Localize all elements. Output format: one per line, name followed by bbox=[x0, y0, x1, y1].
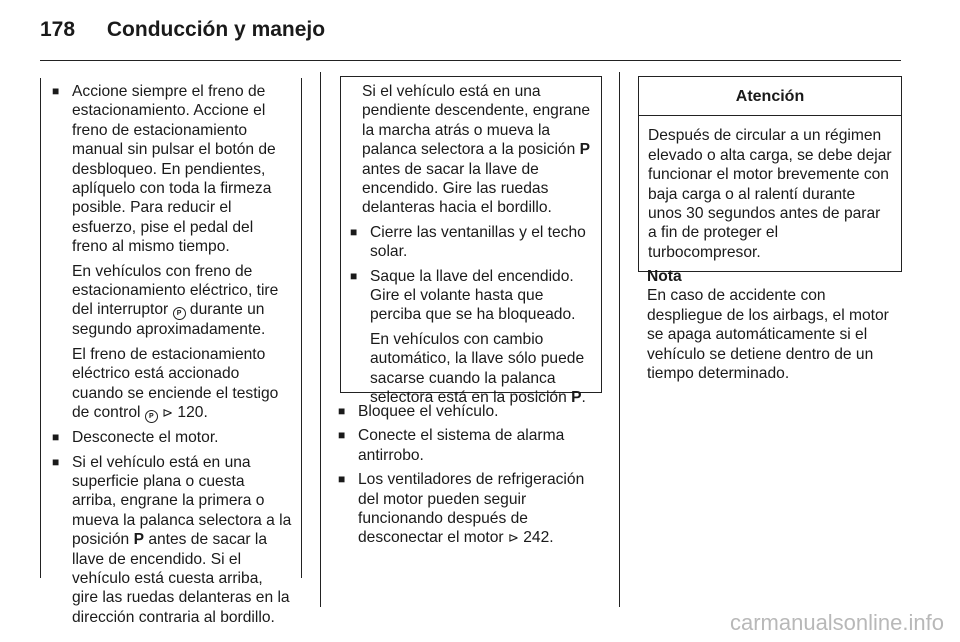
column-divider-1 bbox=[320, 72, 321, 607]
sub-paragraph bbox=[52, 262, 292, 340]
list-item-text: Los ventiladores de refrigeración del motor pueden seguir funcionando después de desconectar el motor bbox=[358, 471, 585, 547]
header-rule bbox=[40, 60, 901, 61]
column-divider-2 bbox=[619, 72, 620, 607]
watermark: carmanualsonline.info bbox=[729, 610, 944, 635]
sub-paragraph bbox=[52, 345, 292, 423]
list-item-text: ■ Accione siempre el freno de estacionamiento. Accione el freno de estacionamiento manual sin pulsar el botón de desbloqueo. En pendientes, aplíquelo con toda la firmeza posible. Para reducir el esfuerzo, pise el pedal del freno al mismo tiempo. bbox=[72, 83, 276, 256]
sub-paragraph bbox=[350, 82, 595, 218]
paragraph-text: . bbox=[581, 389, 586, 407]
page-reference: 120. bbox=[177, 404, 208, 422]
warning-box-title: Atención bbox=[639, 77, 901, 116]
sub-paragraph bbox=[350, 330, 595, 408]
list-item bbox=[338, 470, 606, 548]
paragraph-text: durante un segundo aproximadamente. bbox=[72, 301, 266, 339]
parking-brake-icon: P bbox=[173, 307, 186, 320]
warning-box-text: Después de circular a un régimen elevado o alta carga, se debe dejar funcionar el motor brevemente con baja carga o al ralentí durante unos 30 segundos antes de parar a fin de proteger el turbocompresor. bbox=[648, 127, 892, 261]
column-2 bbox=[350, 82, 595, 413]
note-title: Nota bbox=[647, 268, 682, 285]
list-item bbox=[52, 428, 292, 447]
paragraph-text: El freno de estacionamiento eléctrico está accionado cuando se enciende el testigo de control bbox=[72, 345, 279, 422]
list-item bbox=[350, 267, 595, 325]
list-item-text: ■ Desconecte el motor. bbox=[72, 429, 219, 447]
note-text: En caso de accidente con despliegue de los airbags, el motor se apaga automáticamente si el vehículo se detiene dentro de un tiempo determinado. bbox=[647, 287, 889, 383]
warning-box bbox=[638, 76, 902, 272]
gear-position-p: P bbox=[579, 141, 590, 159]
page-number: 178 bbox=[40, 18, 76, 41]
column-2-lower bbox=[338, 402, 606, 553]
list-item bbox=[350, 223, 595, 262]
paragraph-text: Si el vehículo está en una pendiente descendente, engrane la marcha atrás o mueva la palanca selectora a la posición bbox=[362, 83, 591, 159]
page-reference: 242. bbox=[523, 529, 554, 547]
parking-brake-icon: P bbox=[145, 410, 158, 423]
list-item-text: antes de sacar la llave de encendido. Si el vehículo está cuesta arriba, gire las ruedas delanteras en la dirección contraria al bordillo. bbox=[72, 531, 290, 626]
column-border-left bbox=[40, 78, 41, 578]
list-item-text: Si el vehículo está en una superficie plana o cuesta arriba, engrane la primera o mueva la palanca selectora a la posición bbox=[72, 453, 292, 549]
gear-position-p: P bbox=[571, 389, 582, 407]
list-item bbox=[52, 82, 292, 257]
page-title: Conducción y manejo bbox=[106, 18, 326, 41]
list-item bbox=[338, 402, 606, 421]
list-item-text: ■ Bloquee el vehículo. bbox=[358, 403, 499, 420]
paragraph-text: En vehículos con cambio automático, la llave sólo puede sacarse cuando la palanca selectora está en la posición bbox=[370, 330, 585, 407]
paragraph-text: antes de sacar la llave de encendido. Gire las ruedas delanteras hacia el bordillo. bbox=[362, 160, 552, 217]
list-item bbox=[52, 453, 292, 628]
page-header bbox=[40, 18, 325, 42]
gear-position-p: P bbox=[133, 531, 144, 549]
list-item-text: ■ Saque la llave del encendido. Gire el volante hasta que perciba que se ha bloqueado. bbox=[370, 267, 576, 324]
list-item-text: ■ Conecte el sistema de alarma antirrobo. bbox=[358, 427, 565, 464]
paragraph-text: En vehículos con freno de estacionamiento eléctrico, tire del interruptor bbox=[72, 262, 279, 319]
column-1 bbox=[52, 82, 292, 632]
page-reference-arrow-icon: ⊳ bbox=[507, 530, 519, 546]
list-item bbox=[338, 426, 606, 465]
column-border-middle bbox=[301, 78, 302, 578]
note bbox=[647, 267, 899, 383]
list-item-text: ■ Cierre las ventanillas y el techo solar. bbox=[370, 223, 586, 261]
page-reference-arrow-icon: ⊳ bbox=[162, 405, 174, 421]
